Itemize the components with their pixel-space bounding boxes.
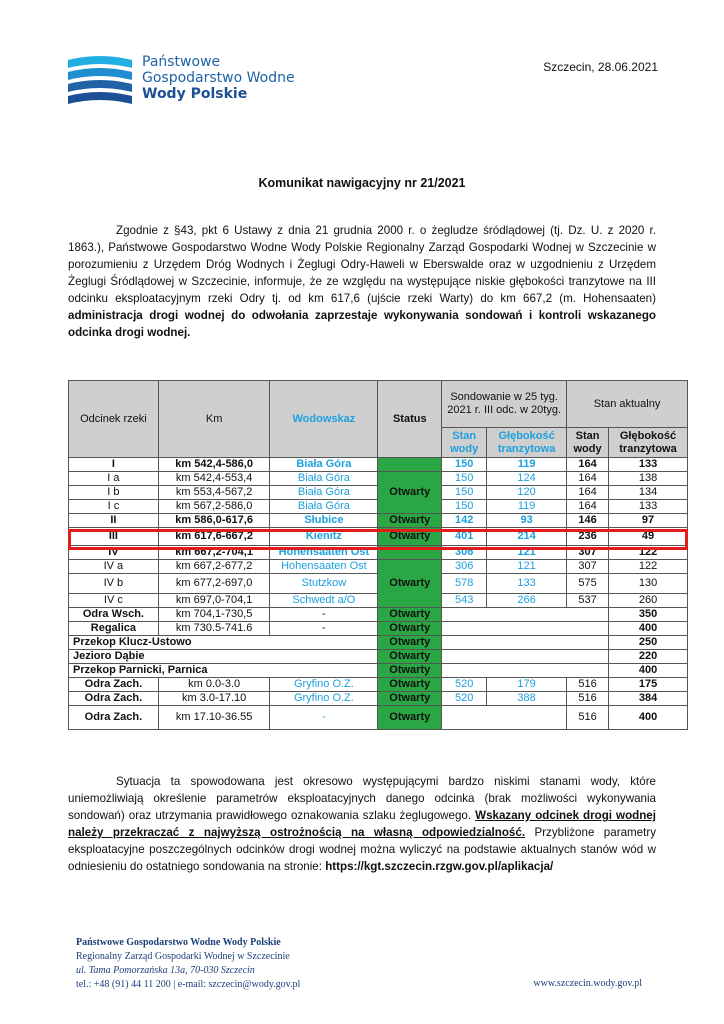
cell-km: km 704,1-730,5 — [158, 608, 270, 622]
cell-sond-stan: 401 — [442, 528, 487, 546]
cell-status: Otwarty — [378, 706, 442, 730]
cell-akt-glebokosc: 138 — [609, 472, 688, 486]
cell-wodowskaz: Kienitz — [270, 528, 378, 546]
footer — [76, 936, 300, 992]
cell-status: Otwarty — [378, 514, 442, 528]
cell-status: Otwarty — [378, 472, 442, 514]
cell-sond-stan: 306 — [442, 546, 487, 560]
cell-odcinek: Odra Wsch. — [69, 608, 159, 622]
cell-akt-stan: 516 — [567, 678, 609, 692]
cell-status: Otwarty — [378, 692, 442, 706]
logo — [66, 52, 306, 112]
cell-akt-stan: 146 — [567, 514, 609, 528]
cell-status: Otwarty — [378, 678, 442, 692]
cell-sond-glebokosc: 121 — [487, 546, 567, 560]
cell-km: km 586,0-617,6 — [158, 514, 270, 528]
cell-empty — [442, 650, 609, 664]
cell-wodowskaz: - — [270, 608, 378, 622]
cell-akt-glebokosc: 49 — [609, 528, 688, 546]
cell-akt-stan: 236 — [567, 528, 609, 546]
document-date: Szczecin, 28.06.2021 — [543, 60, 658, 74]
cell-odcinek: I c — [69, 500, 159, 514]
cell-sond-glebokosc: 121 — [487, 560, 567, 574]
cell-wodowskaz: Stutzkow — [270, 574, 378, 594]
cell-akt-glebokosc: 133 — [609, 500, 688, 514]
cell-sond-glebokosc: 133 — [487, 574, 567, 594]
cell-akt-glebokosc: 350 — [609, 608, 688, 622]
cell-wodowskaz: Biała Góra — [270, 486, 378, 500]
closing-text-2: Przybliżone parametry eksploatacyjne poszczególnych odcinków drogi wodnej można wyliczyć na podstawie aktualnych stanów wód w odniesieniu do ostatniego sondowania na stronie: — [68, 826, 657, 873]
cell-empty — [442, 664, 609, 678]
intro-paragraph — [68, 222, 656, 341]
cell-sond-glebokosc: 388 — [487, 692, 567, 706]
cell-sond-stan: 142 — [442, 514, 487, 528]
cell-sond-stan: 520 — [442, 678, 487, 692]
cell-status: Otwarty — [378, 636, 442, 650]
cell-akt-stan: 516 — [567, 706, 609, 730]
footer-website[interactable]: www.szczecin.wody.gov.pl — [533, 978, 642, 989]
cell-odcinek: Jezioro Dąbie — [69, 650, 378, 664]
cell-akt-glebokosc: 400 — [609, 622, 688, 636]
cell-odcinek: I a — [69, 472, 159, 486]
table-row — [69, 514, 688, 528]
cell-sond-stan: 306 — [442, 560, 487, 574]
cell-sond-stan: 520 — [442, 692, 487, 706]
cell-km: km 667,2-704,1 — [158, 546, 270, 560]
cell-wodowskaz: - — [270, 706, 378, 730]
footer-region: Regionalny Zarząd Gospodarki Wodnej w Szczecinie — [76, 951, 290, 962]
header-status: Status — [378, 381, 442, 458]
cell-km: km 730.5-741.6 — [158, 622, 270, 636]
header-akt-stan-wody: Stan wody — [567, 428, 609, 458]
cell-akt-glebokosc: 384 — [609, 692, 688, 706]
cell-akt-glebokosc: 400 — [609, 664, 688, 678]
cell-odcinek: IV — [69, 546, 159, 560]
cell-odcinek: Odra Zach. — [69, 706, 159, 730]
table-row — [69, 650, 688, 664]
cell-status: Otwarty — [378, 560, 442, 608]
cell-km: km 697,0-704,1 — [158, 594, 270, 608]
logo-line-3: Wody Polskie — [142, 86, 248, 102]
cell-odcinek: Regalica — [69, 622, 159, 636]
cell-sond-stan: 543 — [442, 594, 487, 608]
cell-akt-stan: 164 — [567, 486, 609, 500]
table-row — [69, 560, 688, 574]
cell-odcinek: IV a — [69, 560, 159, 574]
cell-odcinek: Odra Zach. — [69, 678, 159, 692]
cell-akt-glebokosc: 250 — [609, 636, 688, 650]
closing-warning: Wskazany odcinek drogi wodnej należy przekraczać z najwyższą ostrożnością na własną odpowiedzialność. — [68, 809, 656, 839]
cell-wodowskaz: Biała Góra — [270, 500, 378, 514]
cell-sond-stan: 150 — [442, 486, 487, 500]
logo-line-1: Państwowe — [142, 54, 221, 70]
cell-status: Otwarty — [378, 608, 442, 622]
cell-sond-glebokosc: 266 — [487, 594, 567, 608]
cell-akt-stan: 164 — [567, 472, 609, 486]
header-sond-glebokosc: Głębokość tranzytowa — [487, 428, 567, 458]
cell-odcinek: IV c — [69, 594, 159, 608]
cell-wodowskaz: Biała Góra — [270, 472, 378, 486]
cell-wodowskaz: - — [270, 622, 378, 636]
header-wodowskaz: Wodowskaz — [270, 381, 378, 458]
cell-status — [378, 546, 442, 560]
cell-odcinek: I — [69, 458, 159, 472]
cell-status: Otwarty — [378, 622, 442, 636]
logo-line-2: Gospodarstwo Wodne — [142, 70, 295, 86]
header-stan-aktualny: Stan aktualny — [567, 381, 688, 428]
footer-org: Państwowe Gospodarstwo Wodne Wody Polskie — [76, 937, 281, 948]
cell-sond-glebokosc: 119 — [487, 458, 567, 472]
cell-wodowskaz: Gryfino O.Z. — [270, 678, 378, 692]
cell-sond-glebokosc: 214 — [487, 528, 567, 546]
table-row — [69, 664, 688, 678]
cell-odcinek: III — [69, 528, 159, 546]
closing-text-1: Sytuacja ta spowodowana jest okresowo występującymi bardzo niskimi stanami wody, które uniemożliwiają określenie parametrów eksploatacyjnych danego odcinka (brak możliwości wykonywania sondowań) oraz utrzymania prawidłowego oznakowania szlaku żeglugowego. — [68, 775, 656, 822]
cell-status: Otwarty — [378, 650, 442, 664]
intro-bold-text: administracja drogi wodnej do odwołania zaprzestaje wykonywania sondowań i kontroli wskazanego odcinka drogi wodnej. — [68, 309, 656, 339]
header-akt-glebokosc: Głębokość tranzytowa — [609, 428, 688, 458]
cell-akt-glebokosc: 400 — [609, 706, 688, 730]
cell-sond-glebokosc: 124 — [487, 472, 567, 486]
cell-wodowskaz: Słubice — [270, 514, 378, 528]
header-sond-stan-wody: Stan wody — [442, 428, 487, 458]
cell-sond-glebokosc: 120 — [487, 486, 567, 500]
table-row — [69, 546, 688, 560]
cell-akt-stan: 164 — [567, 500, 609, 514]
cell-km: km 677,2-697,0 — [158, 574, 270, 594]
header-odcinek: Odcinek rzeki — [69, 381, 159, 458]
cell-status: Otwarty — [378, 528, 442, 546]
cell-akt-stan: 516 — [567, 692, 609, 706]
cell-empty — [442, 608, 609, 622]
cell-odcinek: II — [69, 514, 159, 528]
cell-wodowskaz: Gryfino O.Z. — [270, 692, 378, 706]
footer-address: ul. Tama Pomorzańska 13a, 70-030 Szczecin — [76, 965, 255, 976]
cell-km: km 542,4-586,0 — [158, 458, 270, 472]
cell-akt-glebokosc: 175 — [609, 678, 688, 692]
document-title: Komunikat nawigacyjny nr 21/2021 — [258, 176, 466, 190]
table-row — [69, 458, 688, 472]
cell-km: km 567,2-586,0 — [158, 500, 270, 514]
cell-sond-glebokosc: 93 — [487, 514, 567, 528]
cell-odcinek: I b — [69, 486, 159, 500]
table-row — [69, 608, 688, 622]
table-row — [69, 678, 688, 692]
cell-km: km 0.0-3.0 — [158, 678, 270, 692]
cell-sond-stan: 150 — [442, 458, 487, 472]
cell-akt-glebokosc: 133 — [609, 458, 688, 472]
cell-sond-stan: 150 — [442, 500, 487, 514]
table-row — [69, 472, 688, 486]
cell-km: km 17.10-36.55 — [158, 706, 270, 730]
cell-akt-stan: 575 — [567, 574, 609, 594]
cell-sond-stan: 150 — [442, 472, 487, 486]
logo-text — [142, 54, 295, 102]
cell-empty — [442, 636, 609, 650]
cell-akt-stan: 537 — [567, 594, 609, 608]
cell-akt-glebokosc: 134 — [609, 486, 688, 500]
footer-contact: tel.: +48 (91) 44 11 200 | e-mail: szczecin@wody.gov.pl — [76, 979, 301, 990]
cell-akt-stan: 307 — [567, 560, 609, 574]
cell-status — [378, 458, 442, 472]
cell-km: km 542,4-553,4 — [158, 472, 270, 486]
intro-text: Zgodnie z §43, pkt 6 Ustawy z dnia 21 grudnia 2000 r. o żegludze śródlądowej (tj. Dz. U. z 2020 r. 1863.), Państwowe Gospodarstwo Wodne Wody Polskie Regionalny Zarząd Gospodarki Wodnej w Szczecinie w porozumieniu z Urzędem Dróg Wodnych i Żeglugi Odry-Haweli w Eberswalde oraz w uzgodnieniu z Urzędem Żeglugi Śródlądowej w Szczecinie, informuje, że ze względu na występujące niskie głębokości tranzytowe na III odcinku eksploatacyjnym rzeki Odry tj. od km 617,6 (ujście rzeki Warty) do km 667,2 (m. Hohensaaten) — [68, 224, 656, 305]
cell-akt-glebokosc: 122 — [609, 560, 688, 574]
cell-odcinek: Przekop Parnicki, Parnica — [69, 664, 378, 678]
cell-akt-stan: 164 — [567, 458, 609, 472]
closing-link[interactable]: https://kgt.szczecin.rzgw.gov.pl/aplikacja/ — [325, 860, 554, 873]
cell-odcinek: IV b — [69, 574, 159, 594]
table-row — [69, 692, 688, 706]
cell-akt-glebokosc: 97 — [609, 514, 688, 528]
cell-km: km 667,2-677,2 — [158, 560, 270, 574]
cell-wodowskaz: Hohensaaten Ost — [270, 560, 378, 574]
cell-km: km 553,4-567,2 — [158, 486, 270, 500]
cell-odcinek: Przekop Klucz-Ustowo — [69, 636, 378, 650]
cell-sond-glebokosc: 119 — [487, 500, 567, 514]
wody-polskie-logo-icon — [66, 54, 134, 110]
cell-status: Otwarty — [378, 664, 442, 678]
navigation-table — [68, 380, 688, 730]
cell-km: km 3.0-17.10 — [158, 692, 270, 706]
table-row — [69, 636, 688, 650]
cell-wodowskaz: Biała Góra — [270, 458, 378, 472]
cell-akt-glebokosc: 260 — [609, 594, 688, 608]
cell-km: km 617,6-667,2 — [158, 528, 270, 546]
cell-wodowskaz: Schwedt a/O — [270, 594, 378, 608]
cell-wodowskaz: Hohensaaten Ost — [270, 546, 378, 560]
header-sondowanie: Sondowanie w 25 tyg. 2021 r. III odc. w 20tyg. — [442, 381, 567, 428]
closing-paragraph — [68, 773, 656, 875]
cell-sond-empty — [442, 706, 567, 730]
cell-empty — [442, 622, 609, 636]
cell-akt-glebokosc: 130 — [609, 574, 688, 594]
table-row — [69, 622, 688, 636]
table-row — [69, 706, 688, 730]
cell-akt-glebokosc: 220 — [609, 650, 688, 664]
cell-sond-stan: 578 — [442, 574, 487, 594]
table-row — [69, 528, 688, 546]
cell-sond-glebokosc: 179 — [487, 678, 567, 692]
header-km: Km — [158, 381, 270, 458]
cell-akt-glebokosc: 122 — [609, 546, 688, 560]
cell-odcinek: Odra Zach. — [69, 692, 159, 706]
cell-akt-stan: 307 — [567, 546, 609, 560]
